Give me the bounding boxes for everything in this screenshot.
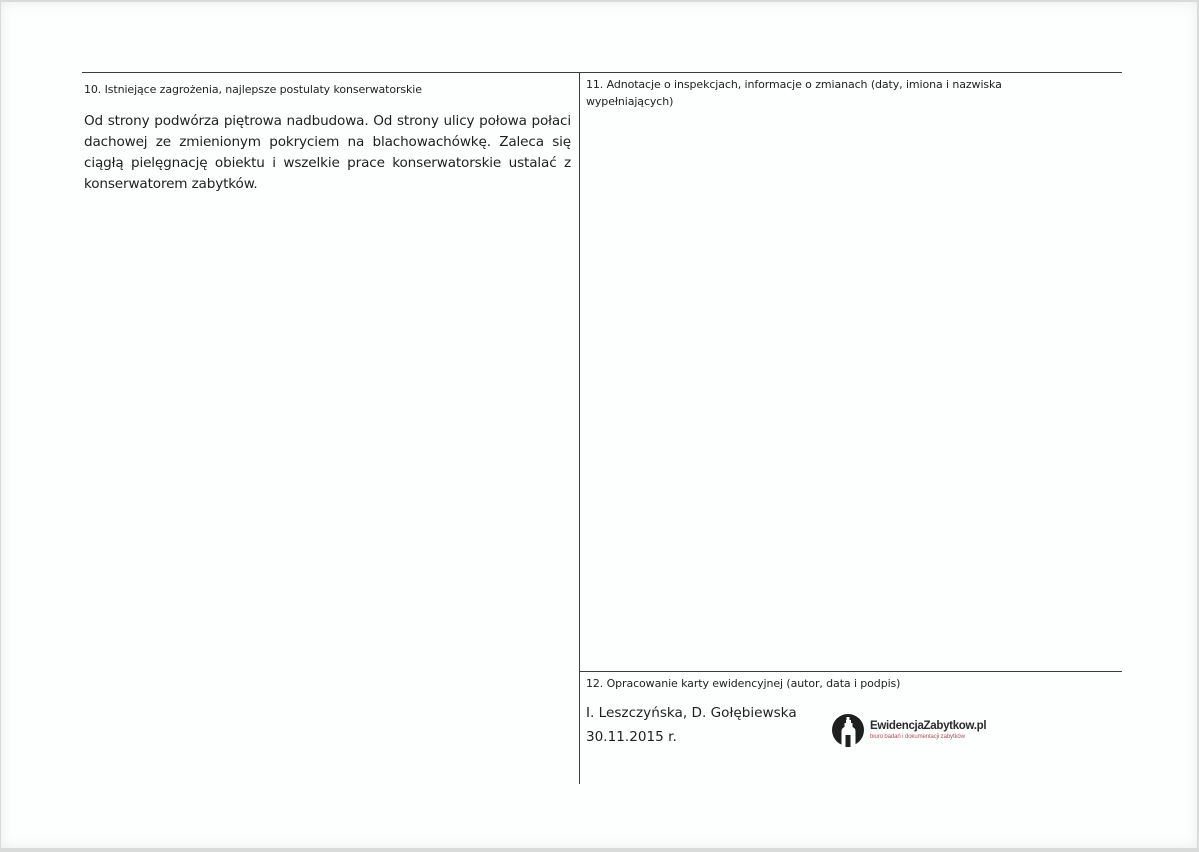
document-page: [1, 2, 1197, 848]
authorship-date: 30.11.2015 r.: [586, 729, 677, 745]
section-11-label-line1: 11. Adnotacje o inspekcjach, informacje o zmianach (daty, imiona i nazwiska: [586, 78, 1002, 91]
section-10-label: 10. Istniejące zagrożenia, najlepsze postulaty konserwatorskie: [84, 83, 422, 96]
section-11-content-area: [586, 114, 1116, 664]
section-12-rule: [579, 671, 1122, 672]
column-divider: [579, 72, 580, 784]
ewidencjazabytkow-logo: [832, 713, 986, 747]
section-10-text: Od strony podwórza piętrowa nadbudowa. Od strony ulicy połowa połaci dachowej ze zmienionym pokryciem na blachowachówkę. Zaleca się ciągłą pielęgnację obiektu i wszelkie prace konserwatorskie ustalać z konserwatorem zabytków.: [84, 113, 571, 192]
logo-tagline: biuro badań i dokumentacji zabytków: [870, 733, 965, 740]
authors-names: I. Leszczyńska, D. Gołębiewska: [586, 705, 797, 721]
section-12-label: 12. Opracowanie karty ewidencyjnej (autor, data i podpis): [586, 677, 901, 690]
section-11-label-line2: wypełniających): [586, 95, 674, 108]
top-rule: [82, 72, 1122, 73]
building-silhouette-icon: [832, 713, 864, 747]
logo-name: EwidencjaZabytkow.pl: [870, 719, 987, 732]
section-11-label: [586, 76, 1116, 110]
